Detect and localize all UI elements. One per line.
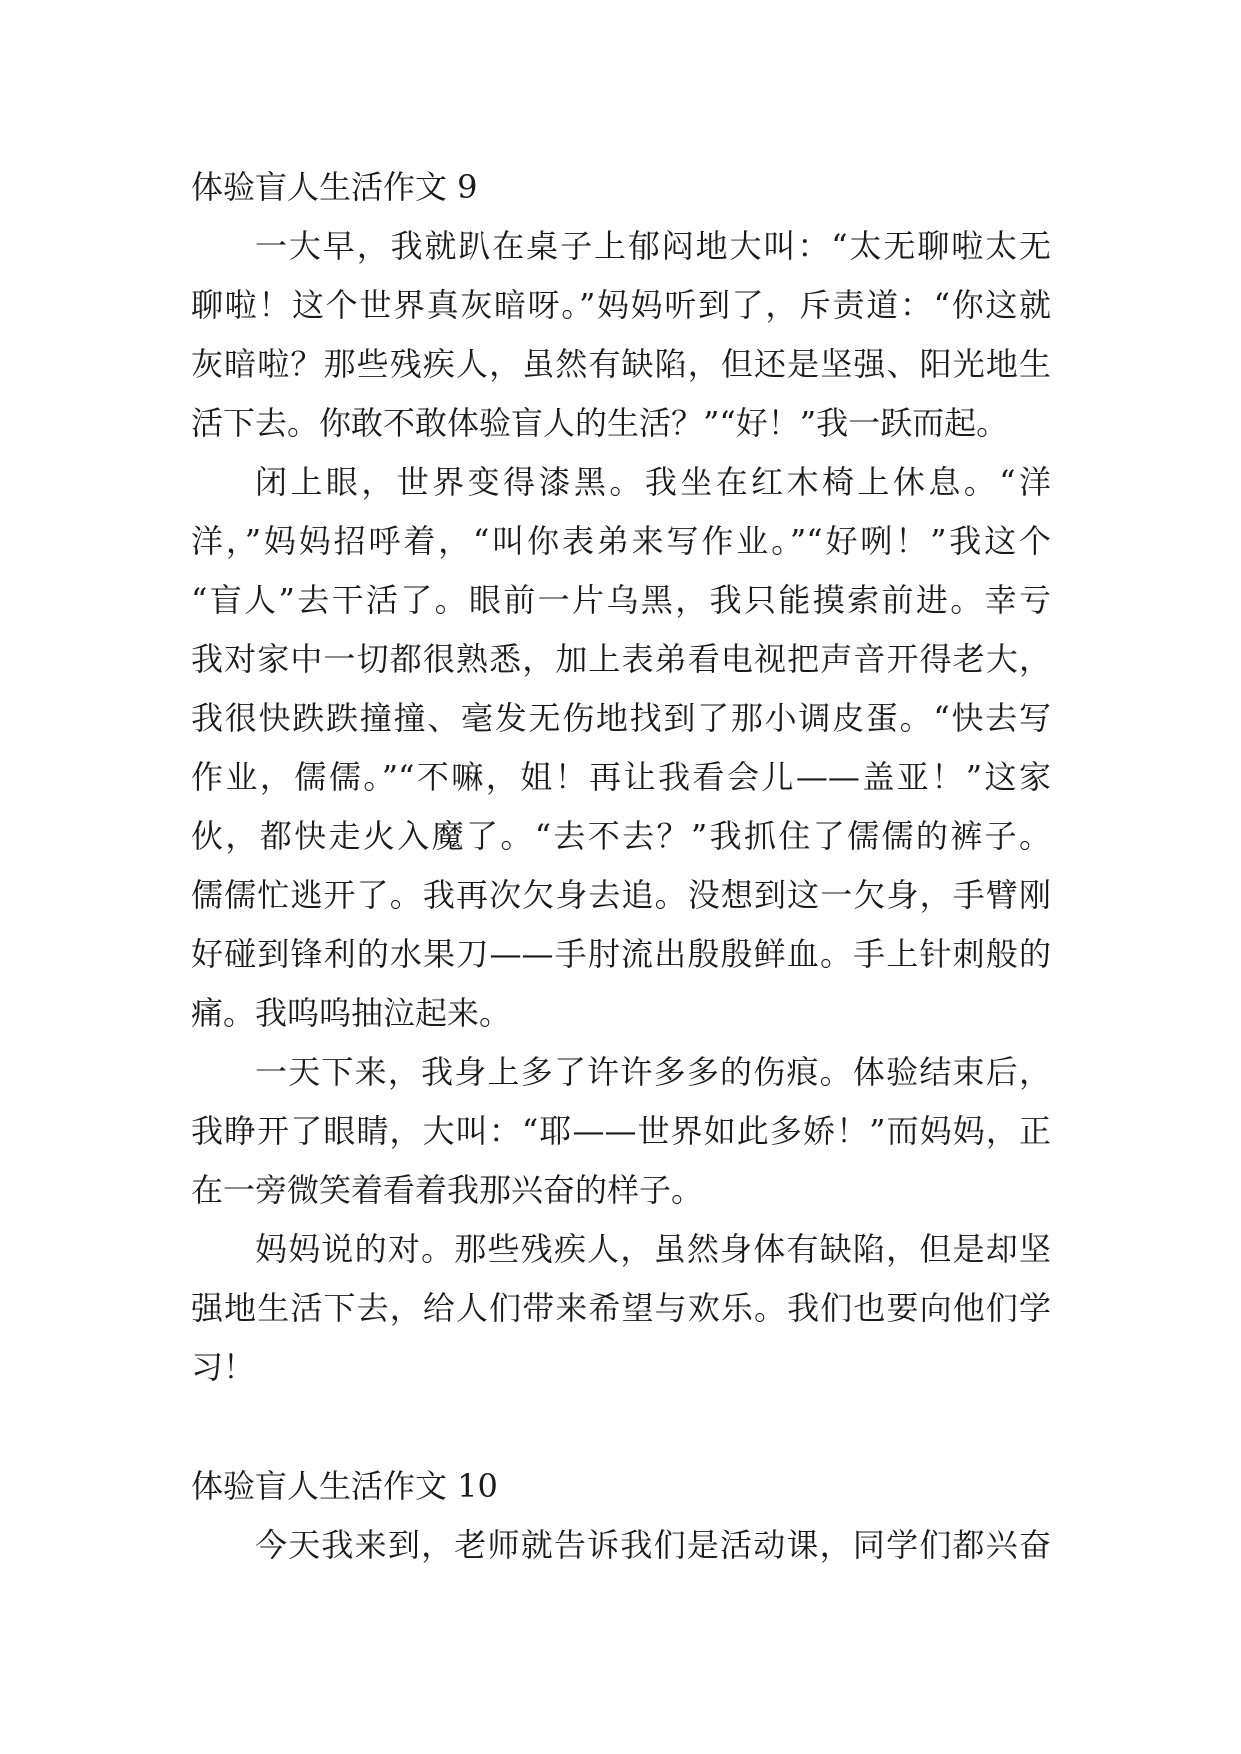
text-line: 洋，”妈妈招呼着，“叫你表弟来写作业。”“好咧！”我这个: [191, 522, 1051, 560]
text-line: 一大早，我就趴在桌子上郁闷地大叫：“太无聊啦太无: [255, 227, 1051, 265]
section-title: 体验盲人生活作文 10: [191, 1467, 498, 1505]
text-line: 灰暗啦？那些残疾人，虽然有缺陷，但还是坚强、阳光地生: [191, 345, 1051, 383]
text-line: 妈妈说的对。那些残疾人，虽然身体有缺陷，但是却坚: [255, 1230, 1051, 1268]
text-line: 我睁开了眼睛，大叫：“耶——世界如此多娇！”而妈妈，正: [191, 1112, 1051, 1150]
text-line: 好碰到锋利的水果刀——手肘流出殷殷鲜血。手上针刺般的: [191, 935, 1051, 973]
section-spacer: [191, 1397, 1051, 1457]
text-line: 强地生活下去，给人们带来希望与欢乐。我们也要向他们学: [191, 1289, 1051, 1327]
text-line: 今天我来到，老师就告诉我们是活动课，同学们都兴奋: [255, 1526, 1051, 1564]
text-line: 痛。我呜呜抽泣起来。: [191, 994, 512, 1032]
paragraph: [191, 1043, 1051, 1220]
text-line: 习！: [191, 1348, 256, 1386]
text-line: 闭上眼，世界变得漆黑。我坐在红木椅上休息。“洋: [255, 463, 1051, 501]
text-line: 我很快跌跌撞撞、毫发无伤地找到了那小调皮蛋。“快去写: [191, 699, 1051, 737]
text-line: “盲人”去干活了。眼前一片乌黑，我只能摸索前进。幸亏: [191, 581, 1051, 619]
text-line: 伙，都快走火入魔了。“去不去？”我抓住了儒儒的裤子。: [191, 817, 1051, 855]
text-line: 一天下来，我身上多了许许多多的伤痕。体验结束后，: [255, 1053, 1051, 1091]
paragraph: [191, 1220, 1051, 1397]
text-line: 作业，儒儒。”“不嘛，姐！再让我看会儿——盖亚！”这家: [191, 758, 1051, 796]
text-line: 活下去。你敢不敢体验盲人的生活？”“好！”我一跃而起。: [191, 404, 1009, 442]
paragraph: [191, 453, 1051, 1043]
text-line: 我对家中一切都很熟悉，加上表弟看电视把声音开得老大，: [191, 640, 1051, 678]
essay-section: [191, 1457, 1051, 1575]
essay-section: [191, 158, 1051, 1397]
text-line: 儒儒忙逃开了。我再次欠身去追。没想到这一欠身，手臂刚: [191, 876, 1051, 914]
text-line: 在一旁微笑着看着我那兴奋的样子。: [191, 1171, 704, 1209]
paragraph: [191, 217, 1051, 453]
section-title: 体验盲人生活作文 9: [191, 168, 478, 206]
document-body: [191, 158, 1051, 1575]
paragraph: [191, 1516, 1051, 1575]
text-line: 聊啦！这个世界真灰暗呀。”妈妈听到了，斥责道：“你这就: [191, 286, 1051, 324]
